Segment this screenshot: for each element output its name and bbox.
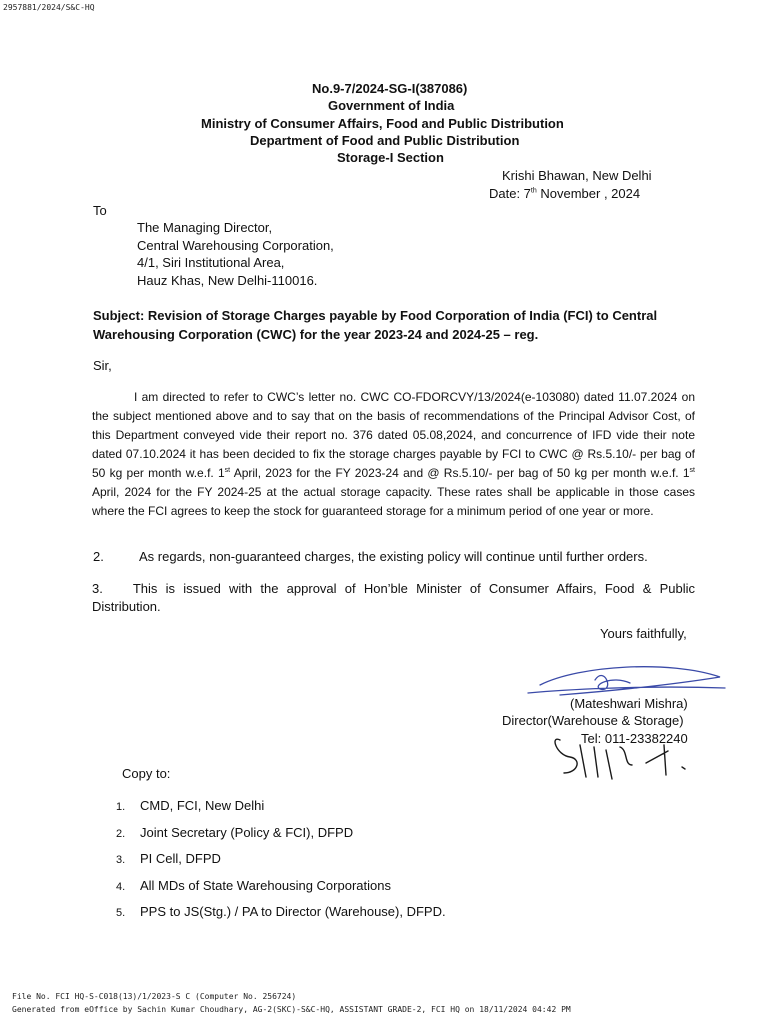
copy-to-item-text: PI Cell, DFPD bbox=[140, 851, 221, 866]
closing: Yours faithfully, bbox=[600, 626, 687, 641]
recipient-line: 4/1, Siri Institutional Area, bbox=[137, 255, 285, 270]
signatory-tel: Tel: 011-23382240 bbox=[581, 731, 688, 746]
paragraph-1-part-a: I am directed to refer to CWC’s letter no. CWC CO-FDORCVY/13/2024(e-103080) dated 11.07.2024 on the subject mentioned above and to say that on the basis of recommendations of the Principal Advisor Cost, of this Department conveyed vide their report no. 376 dated 05.08,2024, and concurrence of IFD vide their note dated 07.10.2024 it has been decided to fix the storage charges payable by FCI to CWC @ Rs.5.10/- per bag of 50 kg per month w.e.f. 1 bbox=[92, 390, 695, 480]
signatory-designation: Director(Warehouse & Storage) bbox=[502, 713, 684, 728]
copy-to-item bbox=[116, 851, 446, 878]
superscript-st: st bbox=[689, 467, 695, 474]
copy-to-item-number: 1. bbox=[116, 801, 126, 813]
handwritten-date bbox=[600, 752, 603, 753]
copy-to-item-number: 2. bbox=[116, 827, 126, 840]
copy-to-item bbox=[116, 825, 446, 852]
date-superscript: th bbox=[530, 187, 537, 195]
ministry-line: Ministry of Consumer Affairs, Food and Public Distribution bbox=[201, 116, 564, 131]
copy-to-item-text: All MDs of State Warehousing Corporations bbox=[140, 877, 391, 893]
government-line: Government of India bbox=[328, 98, 455, 113]
copy-to-label: Copy to: bbox=[122, 766, 171, 781]
paragraph-1 bbox=[92, 388, 695, 521]
date-prefix: Date: 7 bbox=[489, 186, 531, 201]
superscript-st: st bbox=[224, 467, 231, 474]
recipient-line: Central Warehousing Corporation, bbox=[137, 238, 334, 253]
paragraph-3-text: This is issued with the approval of Hon’ble Minister of Consumer Affairs, Food & Public Distribution. bbox=[92, 581, 695, 614]
copy-to-item-text: CMD, FCI, New Delhi bbox=[140, 798, 265, 813]
footer-file-line: File No. FCI HQ-S-C018(13)/1/2023-S C (Computer No. 256724) bbox=[12, 992, 297, 1001]
paragraph-1-part-c: April, 2024 for the FY 2024-25 at the actual storage capacity. These rates shall be applicable in those cases where the FCI agrees to keep the stock for guaranteed storage for a minimum period of one year or more. bbox=[92, 485, 695, 518]
copy-to-item bbox=[116, 878, 446, 905]
copy-to-item bbox=[116, 904, 446, 931]
copy-to-item bbox=[116, 798, 446, 825]
date-suffix: November , 2024 bbox=[536, 186, 641, 201]
copy-to-item-number: 5. bbox=[116, 907, 126, 919]
section-line: Storage-I Section bbox=[337, 150, 444, 165]
file-number: No.9-7/2024-SG-I(387086) bbox=[312, 81, 468, 96]
department-line: Department of Food and Public Distribution bbox=[250, 133, 520, 148]
paragraph-2-number: 2. bbox=[93, 549, 104, 564]
recipient-line: The Managing Director, bbox=[137, 220, 273, 235]
top-reference: 2957881/2024/S&C-HQ bbox=[3, 3, 95, 12]
recipient-line: Hauz Khas, New Delhi-110016. bbox=[137, 273, 318, 288]
footer-generated-line: Generated from eOffice by Sachin Kumar Choudhary, AG-2(SKC)-S&C-HQ, ASSISTANT GRADE-2, FCI HQ on 18/11/2024 04:42 PM bbox=[12, 1005, 571, 1014]
paragraph-1-part-b: April, 2023 for the FY 2023-24 and @ Rs.5.10/- per bag of 50 kg per month w.e.f. 1 bbox=[230, 466, 690, 480]
date-line bbox=[489, 186, 640, 201]
copy-to-item-number: 3. bbox=[116, 854, 126, 866]
copy-to-item-number: 4. bbox=[116, 880, 126, 893]
signatory-name: (Mateshwari Mishra) bbox=[570, 696, 688, 711]
paragraph-3 bbox=[92, 580, 695, 616]
salutation: Sir, bbox=[93, 358, 112, 373]
place-line: Krishi Bhawan, New Delhi bbox=[502, 168, 652, 183]
paragraph-3-number: 3. bbox=[92, 581, 103, 596]
paragraph-2-text: As regards, non-guaranteed charges, the existing policy will continue until further orders. bbox=[139, 549, 648, 564]
copy-to-item-text: PPS to JS(Stg.) / PA to Director (Warehouse), DFPD. bbox=[140, 904, 446, 919]
copy-to-list bbox=[116, 798, 446, 931]
to-label: To bbox=[93, 203, 107, 218]
copy-to-item-text: Joint Secretary (Policy & FCI), DFPD bbox=[140, 824, 354, 840]
subject: Subject: Revision of Storage Charges payable by Food Corporation of India (FCI) to Central Warehousing Corporation (CWC) for the year 2023-24 and 2024-25 – reg. bbox=[93, 308, 658, 342]
